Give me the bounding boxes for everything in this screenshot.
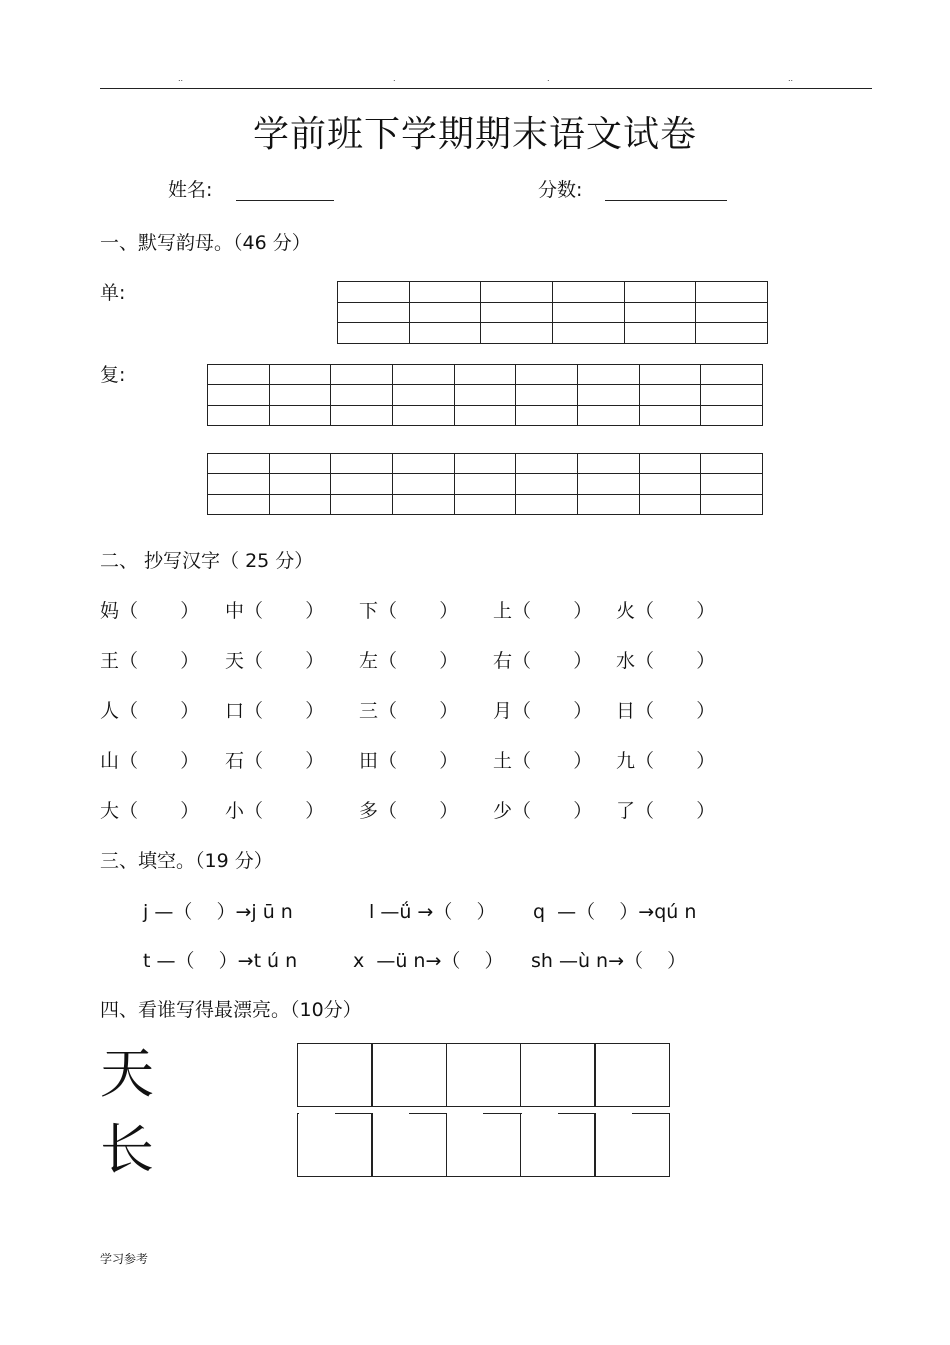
answer-parentheses: （ ） (378, 600, 459, 622)
model-character: 天 (100, 1042, 154, 1105)
single-vowel-grid[interactable] (337, 281, 768, 344)
copy-character-item[interactable] (616, 696, 715, 723)
copy-character-item[interactable] (359, 646, 458, 673)
answer-parentheses: （ ） (119, 650, 200, 672)
writing-box-row-2 (297, 1113, 676, 1177)
writing-box-row-1 (297, 1043, 676, 1107)
answer-parentheses: （ ） (635, 650, 716, 672)
header-dot: . (547, 74, 550, 83)
answer-parentheses: （ ） (244, 600, 325, 622)
answer-parentheses: （ ） (119, 600, 200, 622)
model-character: 长 (100, 1118, 154, 1181)
answer-parentheses: （ ） (119, 700, 200, 722)
copy-character: 少 (493, 800, 513, 822)
fill-item: x —ü n→（ ） (353, 950, 504, 972)
copy-character-item[interactable] (225, 596, 324, 623)
copy-character: 下 (359, 600, 379, 622)
copy-character: 多 (359, 800, 379, 822)
copy-character-item[interactable] (225, 646, 324, 673)
copy-character: 火 (616, 600, 636, 622)
answer-parentheses: （ ） (512, 700, 593, 722)
copy-character: 九 (616, 750, 636, 772)
copy-character-item[interactable] (100, 696, 199, 723)
copy-character-item[interactable] (225, 796, 324, 823)
copy-character: 山 (100, 750, 120, 772)
answer-parentheses: （ ） (244, 700, 325, 722)
header-dot: .. (788, 74, 794, 83)
copy-character-item[interactable] (493, 596, 592, 623)
header-rule (100, 88, 872, 89)
section-3-heading: 三、填空。（19 分） (100, 850, 273, 872)
answer-parentheses: （ ） (244, 800, 325, 822)
copy-character: 田 (359, 750, 379, 772)
copy-character-item[interactable] (225, 746, 324, 773)
writing-box[interactable] (371, 1113, 447, 1177)
copy-character-item[interactable] (100, 646, 199, 673)
page-title: 学前班下学期期末语文试卷 (252, 114, 697, 155)
compound-vowel-label: 复: (100, 364, 126, 386)
writing-box[interactable] (371, 1043, 447, 1107)
copy-character-item[interactable] (616, 746, 715, 773)
section-2-heading: 二、 抄写汉字（ 25 分） (100, 550, 314, 572)
copy-character: 王 (100, 650, 120, 672)
score-field[interactable] (605, 200, 727, 201)
copy-character-item[interactable] (359, 696, 458, 723)
footer-text: 学习参考 (100, 1252, 149, 1266)
copy-character: 中 (225, 600, 245, 622)
writing-box[interactable] (520, 1113, 596, 1177)
copy-character-item[interactable] (100, 596, 199, 623)
copy-character-item[interactable] (359, 596, 458, 623)
copy-character: 左 (359, 650, 379, 672)
answer-parentheses: （ ） (119, 750, 200, 772)
copy-character-item[interactable] (359, 796, 458, 823)
section-1-heading: 一、默写韵母。（46 分） (100, 232, 311, 254)
copy-character: 水 (616, 650, 636, 672)
copy-character-item[interactable] (359, 746, 458, 773)
answer-parentheses: （ ） (378, 650, 459, 672)
answer-parentheses: （ ） (119, 800, 200, 822)
copy-character: 日 (616, 700, 636, 722)
copy-character-item[interactable] (493, 746, 592, 773)
copy-character: 石 (225, 750, 245, 772)
copy-character: 天 (225, 650, 245, 672)
copy-character: 了 (616, 800, 636, 822)
writing-box[interactable] (594, 1113, 670, 1177)
copy-character: 妈 (100, 600, 120, 622)
answer-parentheses: （ ） (512, 800, 593, 822)
compound-vowel-grid-1[interactable] (207, 364, 763, 426)
fill-item: q —（ ）→qú n (533, 901, 697, 923)
answer-parentheses: （ ） (635, 700, 716, 722)
answer-parentheses: （ ） (635, 750, 716, 772)
copy-character: 大 (100, 800, 120, 822)
answer-parentheses: （ ） (512, 600, 593, 622)
answer-parentheses: （ ） (635, 600, 716, 622)
copy-character-item[interactable] (616, 646, 715, 673)
copy-character-item[interactable] (100, 746, 199, 773)
header-dot: .. (178, 74, 184, 83)
section-4-heading: 四、看谁写得最漂亮。（10分） (100, 999, 362, 1021)
copy-character: 土 (493, 750, 513, 772)
answer-parentheses: （ ） (635, 800, 716, 822)
copy-character-item[interactable] (493, 696, 592, 723)
copy-character-item[interactable] (493, 796, 592, 823)
writing-box[interactable] (446, 1113, 522, 1177)
single-vowel-label: 单: (100, 282, 126, 304)
copy-character: 月 (493, 700, 513, 722)
fill-item: j —（ ）→j ū n (143, 901, 293, 923)
writing-box[interactable] (297, 1113, 373, 1177)
copy-character-item[interactable] (100, 796, 199, 823)
score-label: 分数: (538, 179, 583, 201)
copy-character: 小 (225, 800, 245, 822)
answer-parentheses: （ ） (378, 750, 459, 772)
answer-parentheses: （ ） (512, 650, 593, 672)
copy-character-item[interactable] (493, 646, 592, 673)
answer-parentheses: （ ） (378, 800, 459, 822)
copy-character-item[interactable] (225, 696, 324, 723)
writing-box[interactable] (520, 1043, 596, 1107)
answer-parentheses: （ ） (512, 750, 593, 772)
writing-box[interactable] (594, 1043, 670, 1107)
fill-item: l —ǘ →（ ） (369, 901, 496, 923)
copy-character-item[interactable] (616, 596, 715, 623)
copy-character-item[interactable] (616, 796, 715, 823)
answer-parentheses: （ ） (244, 750, 325, 772)
name-label: 姓名: (168, 179, 213, 201)
copy-character: 口 (225, 700, 245, 722)
copy-character: 人 (100, 700, 120, 722)
copy-character: 三 (359, 700, 379, 722)
copy-character: 上 (493, 600, 513, 622)
fill-item: sh —ù n→（ ） (531, 950, 687, 972)
writing-box[interactable] (446, 1043, 522, 1107)
writing-box[interactable] (297, 1043, 373, 1107)
answer-parentheses: （ ） (378, 700, 459, 722)
answer-parentheses: （ ） (244, 650, 325, 672)
copy-character: 右 (493, 650, 513, 672)
fill-item: t —（ ）→t ú n (143, 950, 298, 972)
compound-vowel-grid-2[interactable] (207, 453, 763, 515)
header-dot: . (393, 74, 396, 83)
name-field[interactable] (236, 200, 334, 201)
